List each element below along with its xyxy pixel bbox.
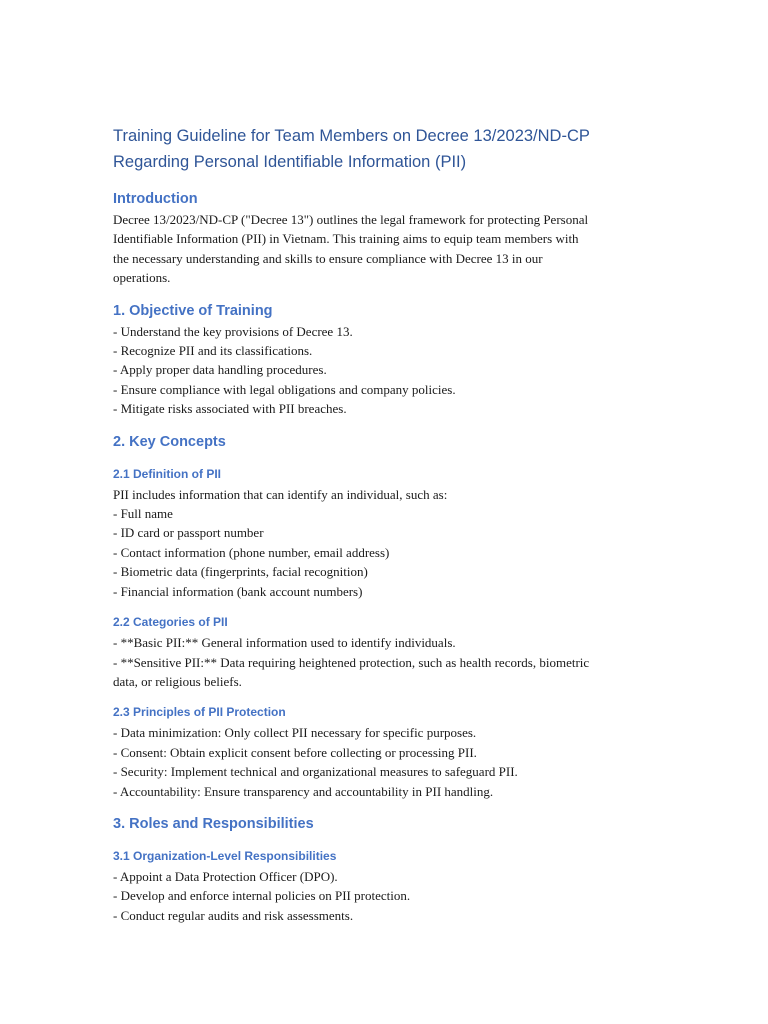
definition-line: - ID card or passport number: [113, 525, 264, 541]
roles-section: [113, 814, 658, 925]
organization-line: - Conduct regular audits and risk assessments.: [113, 907, 354, 923]
introduction-line: the necessary understanding and skills to ensure compliance with Decree 13 in our: [113, 250, 543, 266]
key-concepts-heading: 2. Key Concepts: [113, 433, 226, 450]
organization-heading: 3.1 Organization-Level Responsibilities: [113, 848, 337, 863]
objective-item: - Understand the key provisions of Decree 13.: [113, 323, 353, 339]
key-concepts-section: [113, 432, 658, 801]
objective-item: - Apply proper data handling procedures.: [113, 362, 327, 378]
introduction-section: [113, 189, 658, 288]
definition-line: - Contact information (phone number, email address): [113, 544, 390, 560]
categories-subsection: [113, 613, 658, 691]
principles-subsection: [113, 703, 658, 801]
definition-subsection: [113, 465, 658, 601]
title-line: Regarding Personal Identifiable Information (PII): [113, 153, 467, 171]
objective-item: - Mitigate risks associated with PII breaches.: [113, 401, 347, 417]
principles-heading: 2.3 Principles of PII Protection: [113, 705, 286, 720]
principles-line: - Security: Implement technical and organizational measures to safeguard PII.: [113, 764, 518, 780]
categories-heading: 2.2 Categories of PII: [113, 615, 228, 630]
principles-line: - Accountability: Ensure transparency and accountability in PII handling.: [113, 783, 494, 799]
organization-subsection: [113, 847, 658, 925]
definition-heading: 2.1 Definition of PII: [113, 466, 222, 481]
categories-line: - **Basic PII:** General information used to identify individuals.: [113, 635, 456, 651]
principles-line: - Data minimization: Only collect PII necessary for specific purposes.: [113, 725, 477, 741]
roles-heading: 3. Roles and Responsibilities: [113, 815, 314, 832]
objective-item: - Recognize PII and its classifications.: [113, 343, 313, 359]
categories-line: - **Sensitive PII:** Data requiring heightened protection, such as health records, biometric: [113, 654, 590, 670]
definition-line: - Full name: [113, 506, 173, 522]
introduction-heading: Introduction: [113, 191, 198, 207]
categories-line: data, or religious beliefs.: [113, 673, 242, 689]
introduction-line: operations.: [113, 270, 171, 286]
document-body: [113, 123, 658, 925]
definition-line: PII includes information that can identify an individual, such as:: [113, 486, 448, 502]
introduction-line: Decree 13/2023/ND-CP ("Decree 13") outlines the legal framework for protecting Personal: [113, 212, 589, 227]
organization-line: - Appoint a Data Protection Officer (DPO).: [113, 868, 338, 884]
organization-line: - Develop and enforce internal policies on PII protection.: [113, 888, 411, 904]
objective-section: [113, 301, 658, 419]
principles-line: - Consent: Obtain explicit consent before collecting or processing PII.: [113, 744, 477, 760]
definition-line: - Financial information (bank account numbers): [113, 583, 363, 599]
title-line: Training Guideline for Team Members on Decree 13/2023/ND-CP: [113, 127, 590, 145]
objective-item: - Ensure compliance with legal obligations and company policies.: [113, 381, 456, 397]
objective-heading: 1. Objective of Training: [113, 302, 273, 319]
definition-line: - Biometric data (fingerprints, facial recognition): [113, 564, 368, 580]
introduction-line: Identifiable Information (PII) in Vietnam. This training aims to equip team members with: [113, 231, 579, 247]
document-title: [113, 123, 658, 175]
